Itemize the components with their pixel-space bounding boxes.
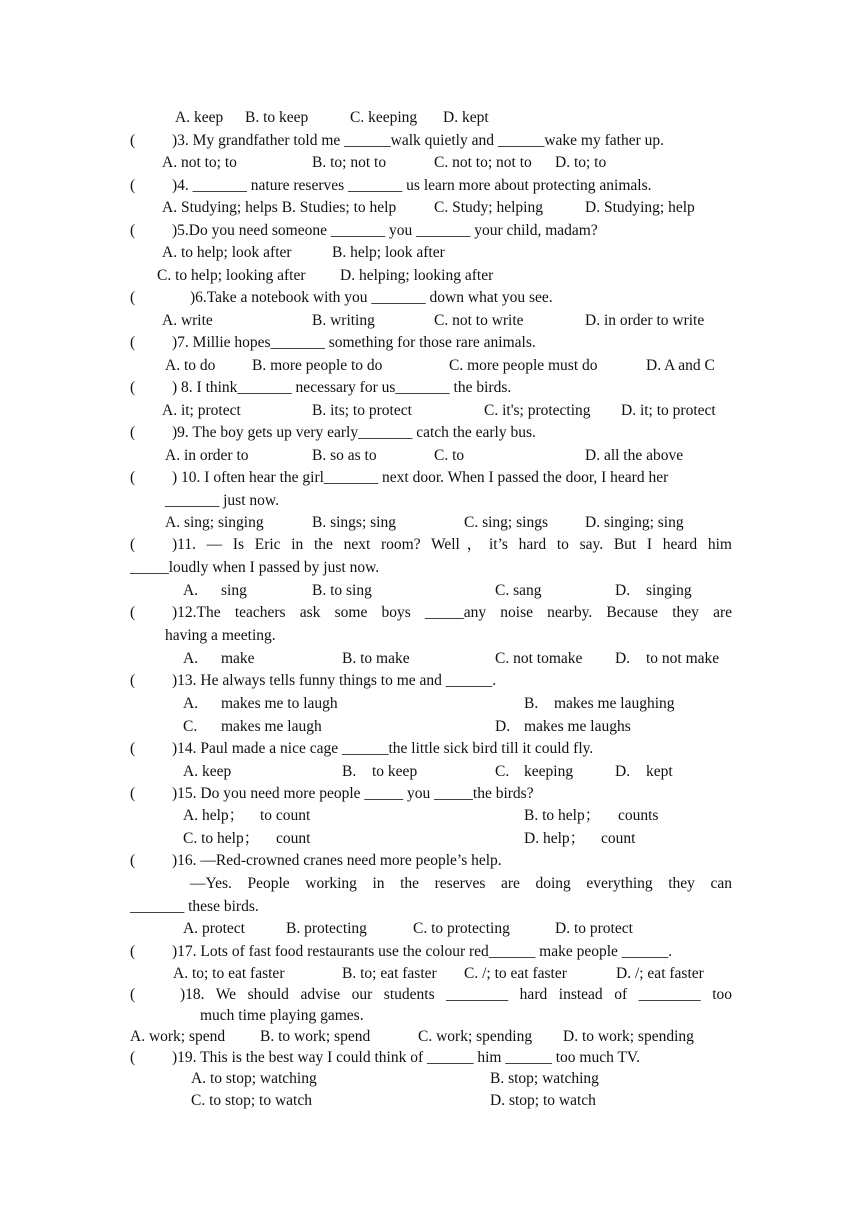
- answer-paren: (: [130, 379, 136, 396]
- question-text: )18. We should advise our students ________ hard instead of ________ too: [180, 986, 732, 1003]
- option-c: C. to help; looking after: [157, 267, 306, 284]
- option-a: A. to do: [165, 357, 216, 374]
- reply-text: —Yes. People working in the reserves are doing everything they can: [190, 875, 732, 892]
- option-c-letter: C.: [183, 718, 198, 735]
- option-d-letter: D.: [615, 650, 631, 667]
- option-c: C. more people must do: [449, 357, 598, 374]
- answer-paren: (: [130, 672, 136, 689]
- option-c: C. to: [434, 447, 465, 464]
- option-d: D. in order to write: [585, 312, 705, 329]
- option-c: C. keeping: [350, 109, 418, 126]
- option-b: B. to; eat faster: [342, 965, 437, 982]
- answer-paren: (: [130, 536, 136, 553]
- question-text: )16. —Red-crowned cranes need more people’s help.: [172, 852, 502, 869]
- option-a: to count: [260, 807, 311, 824]
- question-text: )7. Millie hopes_______ something for those rare animals.: [172, 334, 536, 351]
- answer-paren: (: [130, 740, 136, 757]
- option-b: B. protecting: [286, 920, 367, 937]
- question-text: )3. My grandfather told me ______walk quietly and ______wake my father up.: [172, 132, 665, 149]
- option-b: B. to work; spend: [260, 1028, 371, 1045]
- option-d: D. all the above: [585, 447, 684, 464]
- answer-paren: (: [130, 943, 136, 960]
- option-a: A. protect: [183, 920, 245, 937]
- option-a: A. work; spend: [130, 1028, 226, 1045]
- answer-paren: (: [130, 785, 136, 802]
- option-c: C. sang: [495, 582, 542, 599]
- option-d: D. Studying; help: [585, 199, 695, 216]
- option-b: B. so as to: [312, 447, 377, 464]
- option-b-letter: B. to help；: [524, 807, 601, 824]
- option-b: B. writing: [312, 312, 375, 329]
- option-c: makes me laugh: [221, 718, 322, 735]
- option-a: make: [221, 650, 255, 667]
- answer-paren: (: [130, 334, 136, 351]
- option-c: count: [276, 830, 311, 847]
- option-b: B. stop; watching: [490, 1070, 599, 1087]
- option-b: B. its; to protect: [312, 402, 412, 419]
- option-d: singing: [646, 582, 692, 599]
- option-b: B. help; look after: [332, 244, 445, 261]
- option-a: A. to; to eat faster: [173, 965, 285, 982]
- answer-paren: (: [130, 852, 136, 869]
- option-a: A. keep: [175, 109, 224, 126]
- option-b: B. to make: [342, 650, 410, 667]
- option-d: D. to; to: [555, 154, 607, 171]
- option-d: D. singing; sing: [585, 514, 684, 531]
- option-b: B. to; not to: [312, 154, 387, 171]
- question-text: )14. Paul made a nice cage ______the little sick bird till it could fly.: [172, 740, 594, 757]
- option-c: C. not to write: [434, 312, 524, 329]
- option-a: A. keep: [183, 763, 232, 780]
- option-d: D. to work; spending: [563, 1028, 694, 1045]
- option-b: counts: [618, 807, 659, 824]
- option-d: D. stop; to watch: [490, 1092, 596, 1109]
- question-text: )11. — Is Eric in the next room? Well，it’s hard to say. But I heard him: [172, 536, 732, 553]
- option-b: to keep: [372, 763, 418, 780]
- option-d: makes me laughs: [524, 718, 631, 735]
- option-d: count: [601, 830, 636, 847]
- question-text: )9. The boy gets up very early_______ catch the early bus.: [172, 424, 536, 441]
- answer-paren: (: [130, 132, 136, 149]
- option-c: C. work; spending: [418, 1028, 533, 1045]
- option-d-letter: D.: [615, 582, 631, 599]
- option-d-letter: D.: [615, 763, 631, 780]
- option-a: makes me to laugh: [221, 695, 338, 712]
- question-text-cont: _______ these birds.: [130, 898, 259, 915]
- option-c: C. not tomake: [495, 650, 583, 667]
- option-a: sing: [221, 582, 247, 599]
- option-a: A. write: [162, 312, 213, 329]
- option-b: B. more people to do: [252, 357, 383, 374]
- option-b: B. sings; sing: [312, 514, 396, 531]
- option-a-letter: A. help；: [183, 807, 245, 824]
- question-text: )19. This is the best way I could think of ______ him ______ too much TV.: [172, 1049, 640, 1066]
- option-d: D. it; to protect: [621, 402, 716, 419]
- option-b: B. to keep: [245, 109, 309, 126]
- option-d: D. helping; looking after: [340, 267, 494, 284]
- option-c: C. not to; not to: [434, 154, 532, 171]
- option-a-letter: A.: [183, 650, 199, 667]
- option-d: D. to protect: [555, 920, 633, 937]
- option-d: to not make: [646, 650, 720, 667]
- answer-paren: (: [130, 424, 136, 441]
- question-text-cont: much time playing games.: [200, 1007, 364, 1024]
- answer-paren: (: [130, 177, 136, 194]
- option-a-b: A. Studying; helps B. Studies; to help: [162, 199, 397, 216]
- option-a: A. to stop; watching: [191, 1070, 317, 1087]
- option-d: D. A and C: [646, 357, 715, 374]
- answer-paren: (: [130, 986, 136, 1003]
- answer-paren: (: [130, 1049, 136, 1066]
- answer-paren: (: [130, 289, 136, 306]
- option-c-letter: C.: [495, 763, 510, 780]
- question-text: )5.Do you need someone _______ you _______ your child, madam?: [172, 222, 598, 239]
- option-a: A. to help; look after: [162, 244, 292, 261]
- question-text-cont: _______ just now.: [165, 492, 279, 509]
- option-a: A. in order to: [165, 447, 249, 464]
- option-a: A. sing; singing: [165, 514, 264, 531]
- option-b-letter: B.: [524, 695, 539, 712]
- option-d: D. /; eat faster: [616, 965, 704, 982]
- option-b: B. to sing: [312, 582, 372, 599]
- option-d-letter: D.: [495, 718, 511, 735]
- option-d: D. kept: [443, 109, 489, 126]
- option-a-letter: A.: [183, 582, 199, 599]
- option-c-letter: C. to help；: [183, 830, 260, 847]
- option-c: C. to protecting: [413, 920, 510, 937]
- answer-paren: (: [130, 469, 136, 486]
- question-text: )12.The teachers ask some boys _____any noise nearby. Because they are: [172, 604, 732, 621]
- option-b-letter: B.: [342, 763, 357, 780]
- question-text: )17. Lots of fast food restaurants use the colour red______ make people ______.: [172, 943, 673, 960]
- option-a: A. not to; to: [162, 154, 237, 171]
- option-c: C. /; to eat faster: [464, 965, 567, 982]
- option-c: C. Study; helping: [434, 199, 543, 216]
- option-c: C. to stop; to watch: [191, 1092, 312, 1109]
- option-c: C. it's; protecting: [484, 402, 591, 419]
- question-text: )13. He always tells funny things to me and ______.: [172, 672, 497, 689]
- question-text-cont: _____loudly when I passed by just now.: [130, 559, 380, 576]
- option-d-letter: D. help；: [524, 830, 586, 847]
- answer-paren: (: [130, 222, 136, 239]
- option-a-letter: A.: [183, 695, 199, 712]
- option-c: C. sing; sings: [464, 514, 548, 531]
- question-text: )15. Do you need more people _____ you _____the birds?: [172, 785, 534, 802]
- question-text-cont: having a meeting.: [165, 627, 276, 644]
- answer-paren: (: [130, 604, 136, 621]
- question-text: )4. _______ nature reserves _______ us learn more about protecting animals.: [172, 177, 652, 194]
- option-a: A. it; protect: [162, 402, 241, 419]
- question-text: )6.Take a notebook with you _______ down what you see.: [190, 289, 553, 306]
- option-c: keeping: [524, 763, 574, 780]
- question-text: ) 8. I think_______ necessary for us_______ the birds.: [172, 379, 512, 396]
- question-text: ) 10. I often hear the girl_______ next door. When I passed the door, I heard her: [172, 469, 669, 486]
- option-b: makes me laughing: [554, 695, 675, 712]
- option-d: kept: [646, 763, 673, 780]
